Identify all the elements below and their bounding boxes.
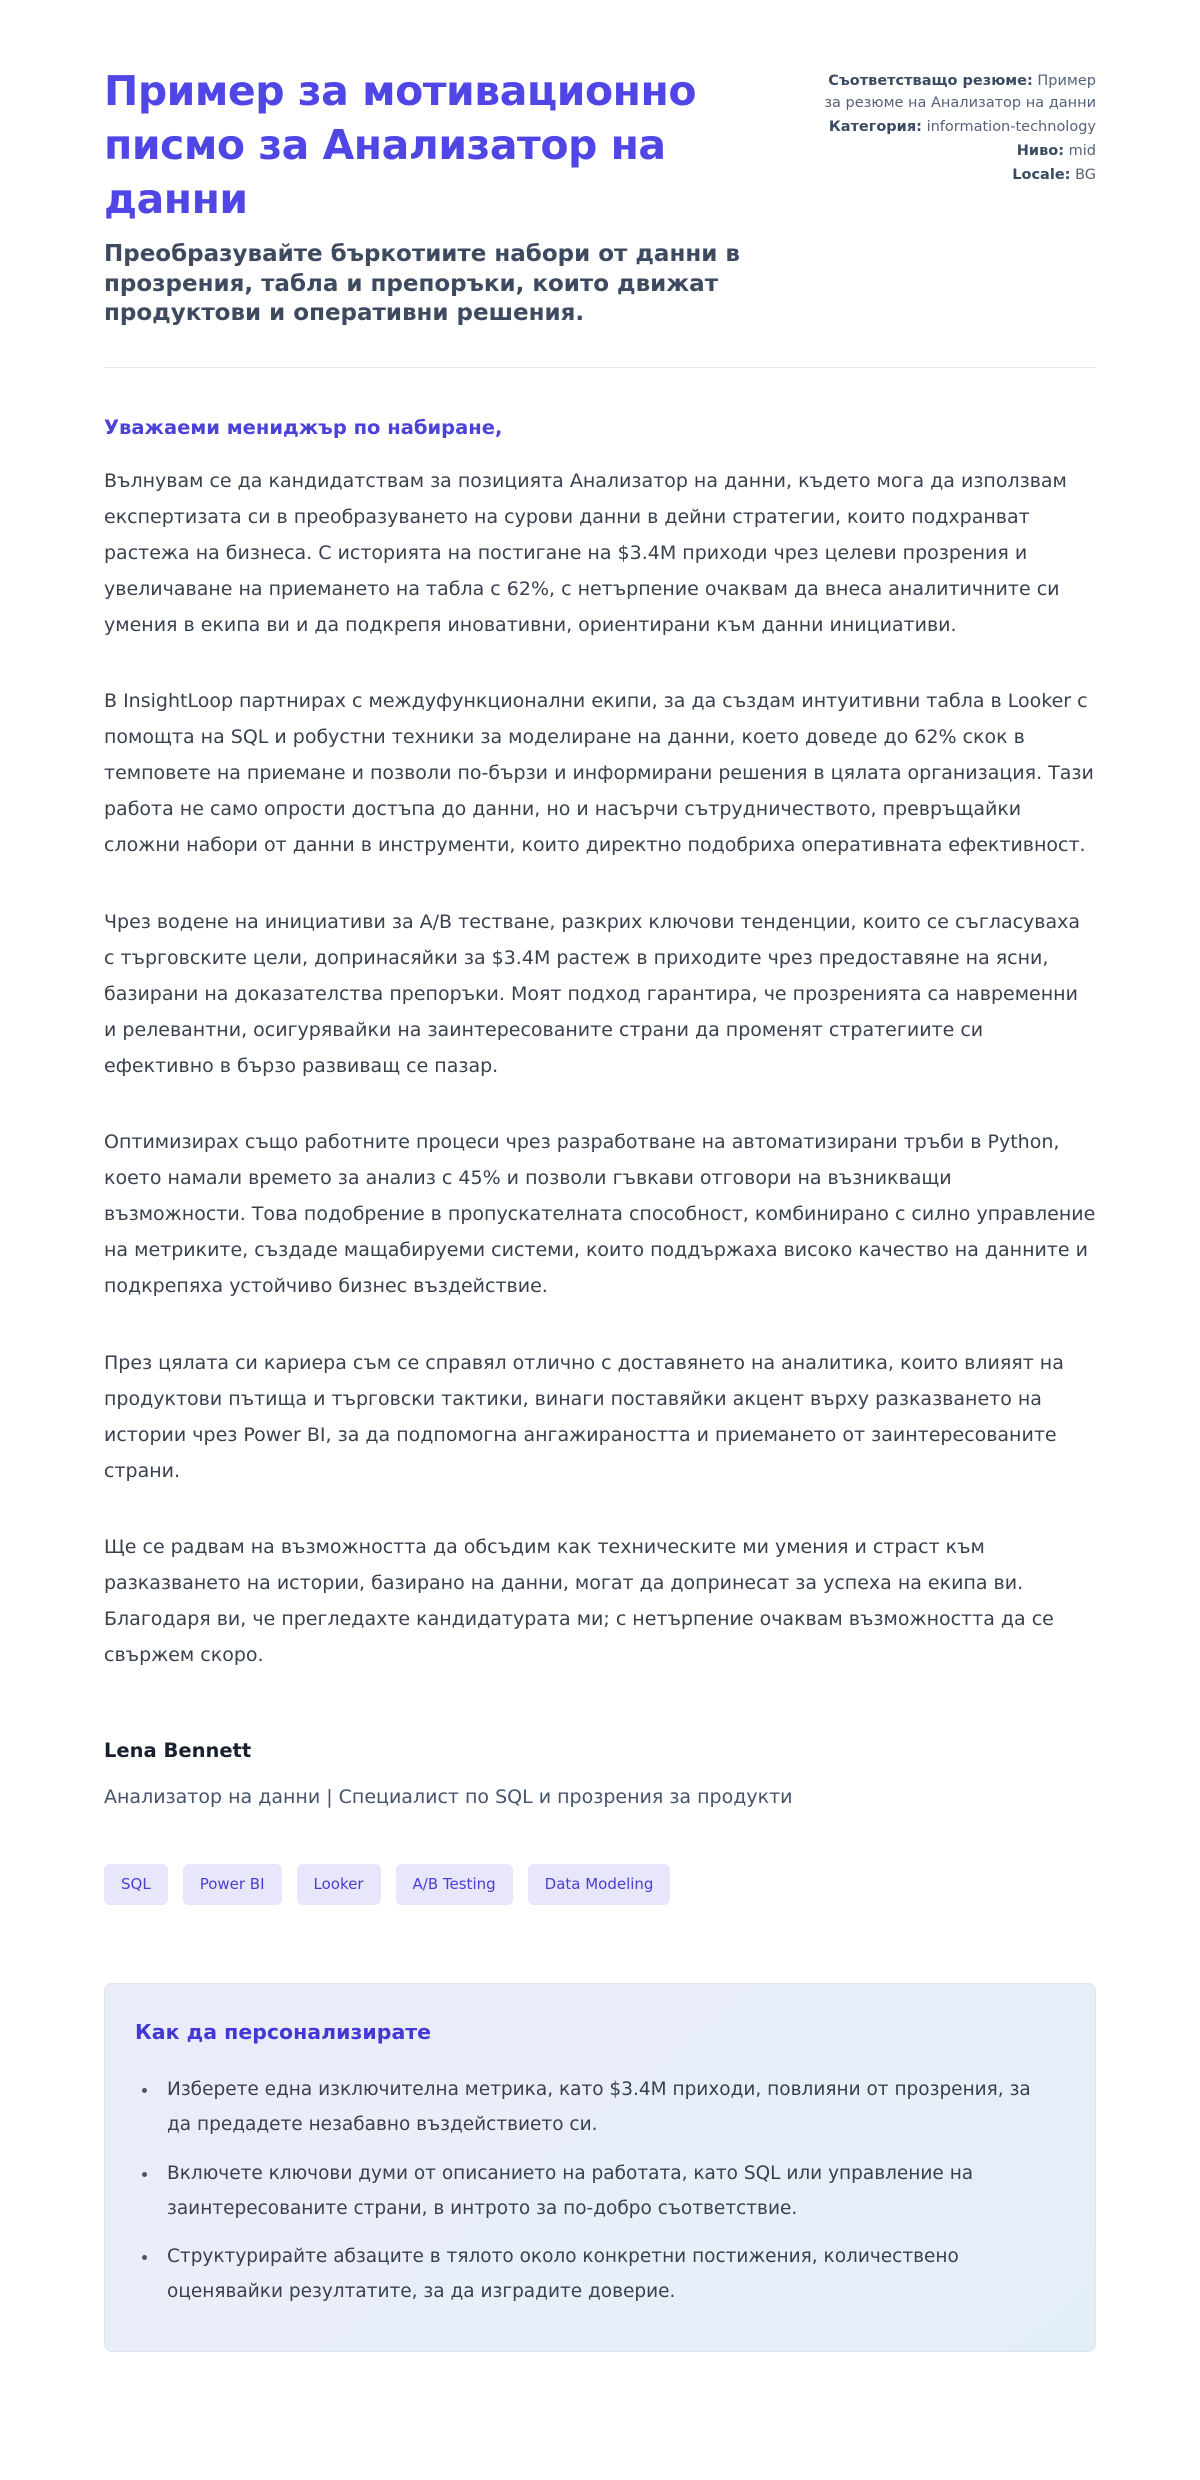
letter-paragraph: Чрез водене на инициативи за A/B тестване, разкрих ключови тенденции, които се съгласуваха с търговските цели, допринасяйки за $3.4M растеж в приходите чрез предоставяне на ясни, базирани на доказателства препоръки. Моят подход гарантира, че прозренията са навременни и релевантни, осигурявайки на заинтересованите страни да променят стратегиите си ефективно в бързо развиващ се пазар. — [104, 910, 1081, 1077]
meta-label: Категория: — [828, 119, 922, 136]
meta-item-level — [814, 140, 1096, 162]
skill-tag-list — [104, 1864, 1096, 1905]
letter-paragraph: Оптимизирах също работните процеси чрез разработване на автоматизирани тръби в Python, което намали времето за анализ с 45% и позволи гъвкави отговори на възникващи възможности. Това подобрение в пропускателната способност, комбинирано с силно управление на метриките, създаде мащабируеми системи, които поддържаха високо качество на данните и подкрепяха устойчиво бизнес въздействие. — [104, 1131, 1096, 1298]
meta-panel — [814, 64, 1096, 188]
letter-paragraph: Вълнувам се да кандидатствам за позицията Анализатор на данни, където мога да използвам експертизата си в преобразуването на сурови данни в дейни стратегии, които подхранват растежа на бизнеса. С историята на постигане на $3.4M приходи чрез целеви прозрения и увеличаване на приемането на табла с 62%, с нетърпение очаквам да внеса аналитичните си умения в екипа ви и да подкрепя иновативни, ориентирани към данни инициативи. — [104, 469, 1067, 637]
letter-greeting: Уважаеми мениджър по набиране, — [104, 415, 503, 439]
meta-item-matching-resume — [814, 70, 1096, 114]
page-title: Пример за мотивационно писмо за Анализатор на данни — [104, 67, 696, 224]
skill-tag-looker: Looker — [297, 1864, 381, 1905]
skill-tag-sql: SQL — [104, 1864, 168, 1905]
header-text-block — [104, 64, 799, 329]
meta-label: Ниво: — [1016, 143, 1065, 160]
meta-label: Съответстващо резюме: — [828, 73, 1033, 89]
tip-item: • Включете ключови думи от описанието на работата, като SQL или управление на заинтересованите страни, в интрото за по-добро съответствие. — [159, 2156, 1051, 2226]
meta-value: mid — [1068, 143, 1096, 160]
skill-tag-power-bi: Power BI — [183, 1864, 282, 1905]
meta-label: Locale: — [1012, 167, 1071, 184]
page-subtitle: Преобразувайте бъркотиите набори от данни в прозрения, табла и препоръки, които движат продуктови и оперативни решения. — [104, 241, 740, 327]
meta-value: Пример за резюме на Анализатор на данни — [824, 73, 1096, 112]
letter-paragraph: Ще се радвам на възможността да обсъдим как техническите ми умения и страст към разказването на истории, базирано на данни, могат да допринесат за успеха на екипа ви. Благодаря ви, че прегледахте кандидатурата ми; с нетърпение очаквам възможността да се свържем скоро. — [104, 1535, 1054, 1667]
meta-value: BG — [1075, 167, 1096, 184]
meta-value: information-technology — [926, 119, 1096, 136]
skill-tag-data-modeling: Data Modeling — [528, 1864, 671, 1905]
header — [104, 64, 1096, 329]
tips-list — [135, 2072, 1051, 2309]
header-divider — [104, 367, 1096, 368]
meta-item-locale — [814, 164, 1096, 186]
letter-paragraph: В InsightLoop партнирах с междуфункционални екипи, за да създам интуитивни табла в Looker с помощта на SQL и робустни техники за моделиране на данни, което доведе до 62% скок в темповете на приемане и позволи по-бързи и информирани решения в цялата организация. Тази работа не само опрости достъпа до данни, но и насърчи сътрудничеството, превръщайки сложни набори от данни в инструменти, които директно подобриха оперативната ефективност. — [104, 690, 1094, 857]
skill-tag-ab-testing: A/B Testing — [396, 1864, 513, 1905]
personalization-tips-box — [104, 1983, 1096, 2352]
tip-item: • Изберете една изключителна метрика, като $3.4M приходи, повлияни от прозрения, за да предадете незабавно въздействието си. — [159, 2072, 1051, 2142]
meta-item-category — [814, 116, 1096, 138]
signature-name: Lena Bennett — [104, 1739, 252, 1763]
signature-role: Анализатор на данни | Специалист по SQL и прозрения за продукти — [104, 1786, 793, 1809]
tip-item: • Структурирайте абзаците в тялото около конкретни постижения, количествено оценявайки резултатите, за да изградите доверие. — [159, 2239, 1051, 2309]
letter-paragraph: През цялата си кариера съм се справял отлично с доставянето на аналитика, които влияят на продуктови пътища и търговски тактики, винаги поставяйки акцент върху разказването на истории чрез Power BI, за да подпомогна ангажираността и приемането от заинтересованите страни. — [104, 1351, 1064, 1482]
content-column — [104, 0, 1096, 2422]
tips-title: Как да персонализирате — [135, 2020, 432, 2045]
